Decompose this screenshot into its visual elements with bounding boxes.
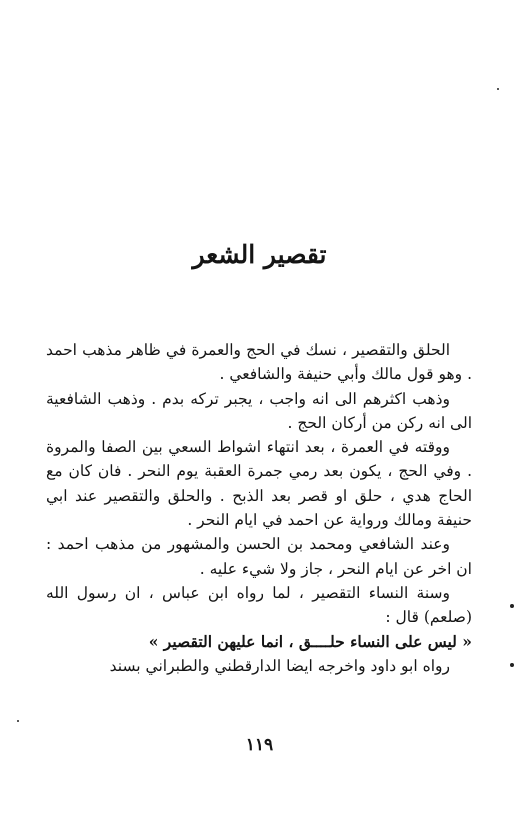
- paragraph-ritual: الحلق والتقصير ، نسك في الحج والعمرة في ظاهر مذهب احمد . وهو قول مالك وأبي حنيفة والشافعي .: [46, 341, 472, 384]
- scan-speck: [510, 604, 514, 608]
- page-number: ١١٩: [245, 735, 274, 755]
- paragraph-women: وسنة النساء التقصير ، لما رواه ابن عباس ، ان رسول الله (صلعم) قال :: [46, 583, 472, 627]
- paragraph-timing: ووقته في العمرة ، بعد انتهاء اشواط السعي بين الصفا والمروة . وفي الحج ، يكون بعد رمي جمرة العقبة يوم النحر . فان كان مع الحاج هدي ، حلق او قصر بعد الذبح . والحلق والتقصير عند ابي حنيفة ومالك ورواية عن احمد في ايام النحر .: [46, 438, 472, 530]
- paragraph-shafii: وعند الشافعي ومحمد بن الحسن والمشهور من مذهب احمد : ان اخر عن ايام النحر ، جاز ولا شيء عليه .: [46, 535, 472, 578]
- paragraph-narration: رواه ابو داود واخرجه ايضا الدارقطني والطبراني بسند: [109, 656, 450, 675]
- chapter-title: تقصير الشعر: [192, 240, 327, 269]
- scan-speck: [17, 720, 19, 722]
- body-text: [46, 338, 472, 678]
- scan-speck: [497, 88, 499, 90]
- hadith-quote: « ليس على النساء حلــــق ، انما عليهن التقصير »: [148, 631, 472, 651]
- paragraph-obligation: وذهب اكثرهم الى انه واجب ، يجبر تركه بدم . وذهب الشافعية الى انه ركن من أركان الحج .: [46, 389, 472, 432]
- scan-speck: [510, 663, 514, 667]
